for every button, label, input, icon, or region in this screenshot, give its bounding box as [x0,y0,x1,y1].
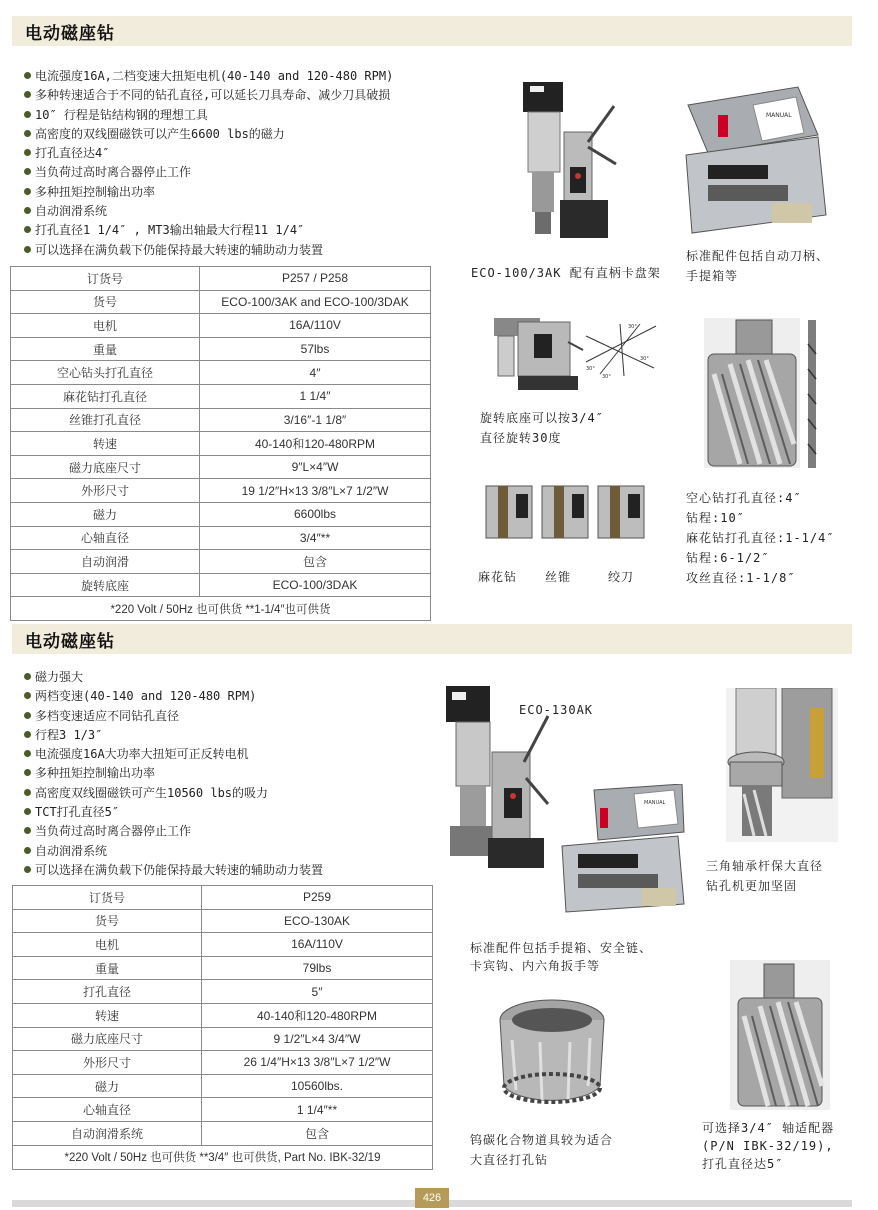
eco100-machine-caption: ECO-100/3AK 配有直柄卡盘架 [471,266,661,280]
spec-value: 40-140和120-480RPM [200,432,431,456]
bullet-dot-icon [24,769,31,776]
section1-title: 电动磁座钻 [25,24,115,44]
bullet-dot-icon [24,188,31,195]
bullet-text: 可以选择在满负载下仍能保持最大转速的辅助动力装置 [35,862,324,877]
eco130-kit-caption-2: 卡宾钩、内六角扳手等 [470,959,601,973]
spec-label: 外形尺寸 [11,479,200,503]
swivel-base-photo [488,314,584,394]
eco130-model-caption: ECO-130AK [519,703,594,717]
eco100-machine-photo [508,72,620,242]
swivel-angle-diagram [580,318,660,380]
spec-row [11,432,431,456]
bullet-item [24,125,393,144]
section1-header [12,16,852,46]
bullet-text: 多种转速适合于不同的钻孔直径,可以延长刀具寿命、减少刀具破损 [35,88,391,103]
cutter-spec-line-4: 钻程:6-1/2″ [686,551,770,565]
swivel-caption-1: 旋转底座可以按3/4″ [480,411,604,425]
spec-row [13,1003,433,1027]
spec-label: 自动润滑 [11,550,200,574]
spec-value: 10560lbs. [202,1074,433,1098]
bullet-item [24,668,323,687]
section1-spec-table [10,266,431,621]
spec-row [11,502,431,526]
spec-value: 26 1/4″H×13 3/8″L×7 1/2″W [202,1051,433,1075]
bullet-item [24,67,393,86]
bullet-dot-icon [24,673,31,680]
spec-label: 心轴直径 [11,526,200,550]
spec-row [13,1121,433,1145]
bullet-dot-icon [24,168,31,175]
bullet-item [24,183,393,202]
spec-value: ECO-100/3DAK [200,573,431,597]
spec-label: 重量 [13,956,202,980]
bullet-dot-icon [24,712,31,719]
spec-label: 麻花钻打孔直径 [11,384,200,408]
eco100-kit-case-photo [678,85,830,235]
spec-value: 40-140和120-480RPM [202,1003,433,1027]
section2-title: 电动磁座钻 [25,632,115,652]
section2-spec-table [12,885,433,1170]
spec-label: 空心钻头打孔直径 [11,361,200,385]
spec-label: 外形尺寸 [13,1051,202,1075]
spec-value: 1 1/4″ [200,384,431,408]
tct-caption-2: 大直径打孔钻 [470,1153,549,1167]
spec-value: 3/4″** [200,526,431,550]
spec-value: 4″ [200,361,431,385]
spec-value: 16A/110V [202,933,433,957]
bullet-dot-icon [24,827,31,834]
bullet-dot-icon [24,866,31,873]
bullet-item [24,745,323,764]
spec-label: 旋转底座 [11,573,200,597]
bullet-dot-icon [24,750,31,757]
bullet-item [24,202,393,221]
spec-label: 转速 [13,1003,202,1027]
angle-label-4: 30° [586,366,595,372]
tool-options-photo [482,482,648,542]
bullet-text: 电流强度16A大功率大扭矩可正反转电机 [35,747,249,762]
bearing-caption-1: 三角轴承杆保大直径 [706,859,824,873]
bullet-dot-icon [24,111,31,118]
spec-label: 磁力 [13,1074,202,1098]
spec-value: 9 1/2″L×4 3/4″W [202,1027,433,1051]
spec-row [11,573,431,597]
spec-table-note: *220 Volt / 50Hz 也可供货 **1-1/4″也可供货 [11,597,431,621]
adapter-caption-2: (P/N IBK-32/19), [702,1139,834,1153]
bullet-text: 自动润滑系统 [35,204,108,219]
spec-row [11,314,431,338]
spec-label: 丝锥打孔直径 [11,408,200,432]
bullet-item [24,86,393,105]
bullet-dot-icon [24,731,31,738]
tool-caption-twist-drill: 麻花钻 [478,570,518,584]
spec-value: ECO-100/3AK and ECO-100/3DAK [200,290,431,314]
bullet-dot-icon [24,149,31,156]
tool-caption-reamer: 绞刀 [608,570,635,584]
adapter-caption-3: 打孔直径达5″ [702,1157,784,1171]
section2-bullet-list [24,668,323,880]
bullet-text: 高密度双线圈磁铁可产生10560 lbs的吸力 [35,785,269,800]
angle-label-2: 30° [640,356,649,362]
eco100-kit-caption-1: 标准配件包括自动刀柄、 [686,249,830,263]
eco130-kit-case-photo [558,784,686,914]
spec-row [11,290,431,314]
spec-label: 货号 [13,909,202,933]
bullet-text: TCT打孔直径5″ [35,805,120,820]
spec-value: 1 1/4″** [202,1098,433,1122]
tct-cutter-photo [490,990,614,1112]
cutter-spec-line-1: 空心钻打孔直径:4″ [686,491,802,505]
spec-row [13,1098,433,1122]
bullet-dot-icon [24,847,31,854]
spec-row [13,980,433,1004]
spec-value: ECO-130AK [202,909,433,933]
spec-value: 5″ [202,980,433,1004]
adapter-cutter-photo [730,960,830,1110]
section2-header [12,624,852,654]
spec-row [11,455,431,479]
bullet-text: 打孔直径达4″ [35,146,110,161]
spec-row [13,933,433,957]
spec-row [13,1051,433,1075]
bullet-dot-icon [24,72,31,79]
spec-label: 电机 [13,933,202,957]
spec-row [11,479,431,503]
bullet-item [24,764,323,783]
bullet-text: 打孔直径1 1/4″ , MT3输出轴最大行程11 1/4″ [35,223,305,238]
spec-label: 转速 [11,432,200,456]
bullet-item [24,842,323,861]
spec-row [13,956,433,980]
spec-value: 9″L×4″W [200,455,431,479]
bullet-dot-icon [24,246,31,253]
bullet-text: 当负荷过高时离合器停止工作 [35,824,192,839]
eco130-kit-caption-1: 标准配件包括手提箱、安全链、 [470,941,653,955]
spec-value: 6600lbs [200,502,431,526]
bullet-dot-icon [24,226,31,233]
spec-value: P259 [202,886,433,910]
spec-label: 重量 [11,337,200,361]
bullet-text: 行程3 1/3″ [35,727,103,742]
bullet-text: 两档变速(40-140 and 120-480 RPM) [35,689,257,704]
bullet-item [24,803,323,822]
bullet-item [24,106,393,125]
spec-value: 16A/110V [200,314,431,338]
spec-label: 货号 [11,290,200,314]
bullet-text: 当负荷过高时离合器停止工作 [35,165,192,180]
bullet-item [24,707,323,726]
bullet-dot-icon [24,789,31,796]
spec-label: 自动润滑系统 [13,1121,202,1145]
kit-manual-label: MANUAL [766,112,792,119]
cutter-spec-line-2: 钻程:10″ [686,511,745,525]
spec-value: 19 1/2″H×13 3/8″L×7 1/2″W [200,479,431,503]
bullet-item [24,822,323,841]
spec-label: 电机 [11,314,200,338]
bullet-item [24,144,393,163]
bullet-item [24,784,323,803]
spec-value: 3/16″-1 1/8″ [200,408,431,432]
spec-row [11,550,431,574]
cutter-spec-line-3: 麻花钻打孔直径:1-1/4″ [686,531,835,545]
bullet-text: 自动润滑系统 [35,843,108,858]
spec-note-row [11,597,431,621]
bullet-item [24,687,323,706]
bullet-text: 10″ 行程是钻结构钢的理想工具 [35,107,208,122]
spec-value: P257 / P258 [200,267,431,291]
bullet-item [24,241,393,260]
spec-label: 打孔直径 [13,980,202,1004]
adapter-caption-1: 可选择3/4″ 轴适配器 [702,1121,835,1135]
bullet-text: 多种扭矩控制输出功率 [35,184,156,199]
spec-row [11,337,431,361]
bullet-item [24,861,323,880]
spec-row [11,267,431,291]
bullet-text: 可以选择在满负载下仍能保持最大转速的辅助动力装置 [35,242,324,257]
bullet-text: 电流强度16A,二档变速大扭矩电机(40-140 and 120-480 RPM) [35,69,394,83]
spec-row [11,361,431,385]
swivel-caption-2: 直径旋转30度 [480,431,562,445]
bullet-dot-icon [24,692,31,699]
spec-label: 订货号 [11,267,200,291]
spec-row [13,909,433,933]
spec-row [13,886,433,910]
angle-label-1: 30° [628,324,637,330]
bullet-dot-icon [24,91,31,98]
eco100-kit-caption-2: 手提箱等 [686,269,739,283]
bullet-item [24,221,393,240]
spec-row [11,384,431,408]
bullet-text: 多种扭矩控制输出功率 [35,766,156,781]
cutter-spec-line-5: 攻丝直径:1-1/8″ [686,571,796,585]
kit2-manual-label: MANUAL [644,800,666,806]
angle-label-3: 30° [602,374,611,380]
tool-caption-tap: 丝锥 [545,570,572,584]
spec-note-row [13,1145,433,1169]
spec-value: 包含 [202,1121,433,1145]
bullet-item [24,726,323,745]
spec-table-note: *220 Volt / 50Hz 也可供货 **3/4″ 也可供货, Part No. IBK-32/19 [13,1145,433,1169]
section1-bullet-list [24,67,393,260]
spec-label: 磁力 [11,502,200,526]
spec-row [11,408,431,432]
spec-value: 57lbs [200,337,431,361]
bullet-dot-icon [24,808,31,815]
bullet-item [24,163,393,182]
spec-label: 心轴直径 [13,1098,202,1122]
spec-value: 79lbs [202,956,433,980]
tct-caption-1: 钨碳化合物道具较为适合 [470,1133,614,1147]
spec-label: 磁力底座尺寸 [13,1027,202,1051]
bullet-dot-icon [24,130,31,137]
annular-cutter-photo [700,314,822,472]
spec-row [13,1074,433,1098]
spec-label: 磁力底座尺寸 [11,455,200,479]
spec-row [11,526,431,550]
page-number: 426 [415,1188,449,1208]
spec-value: 包含 [200,550,431,574]
bullet-text: 多档变速适应不同钻孔直径 [35,708,180,723]
bullet-text: 高密度的双线圈磁铁可以产生6600 lbs的磁力 [35,126,285,141]
bullet-dot-icon [24,207,31,214]
bullet-text: 磁力强大 [35,670,84,684]
triangular-bearing-photo [726,688,838,842]
spec-label: 订货号 [13,886,202,910]
spec-row [13,1027,433,1051]
bearing-caption-2: 钻孔机更加坚固 [706,879,798,893]
